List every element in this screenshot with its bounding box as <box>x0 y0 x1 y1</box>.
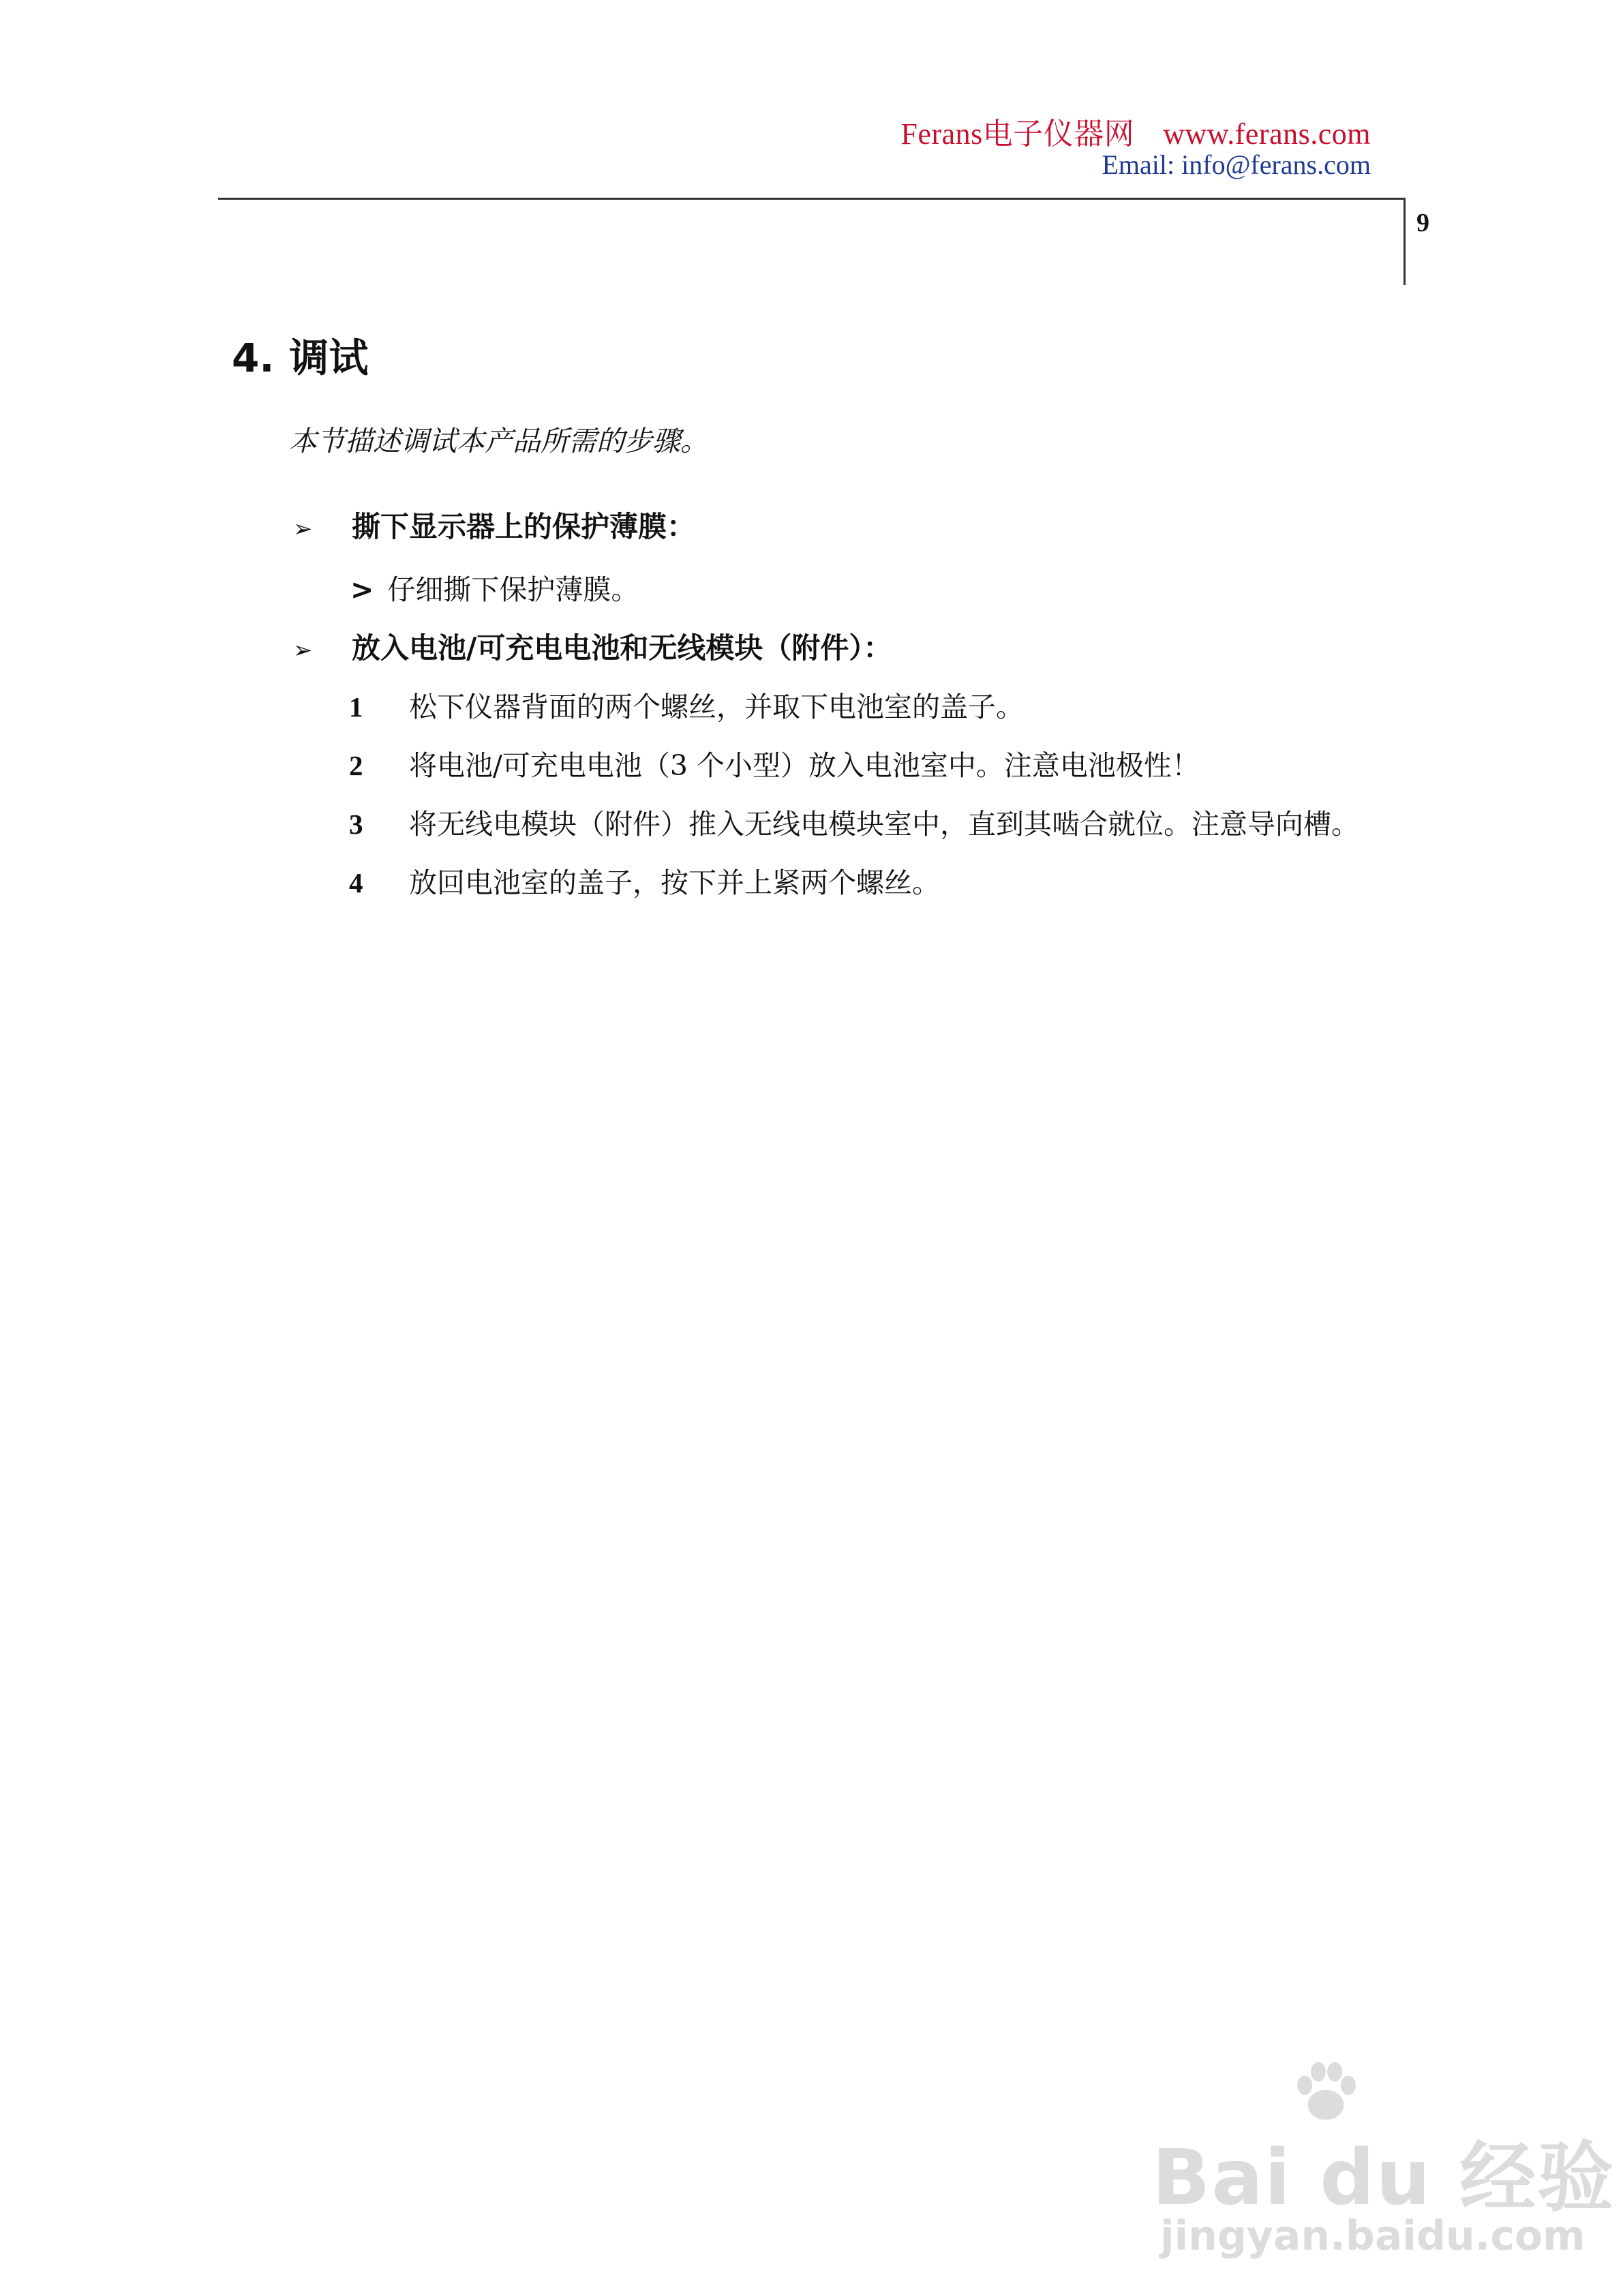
step-number: 2 <box>349 750 363 781</box>
header-url[interactable]: www.ferans.com <box>1163 117 1371 151</box>
sub-item-remove-film <box>350 567 639 607</box>
header-email[interactable]: Email: info@ferans.com <box>1102 149 1371 180</box>
bullet-label: 放入电池/可充电电池和无线模块（附件）： <box>352 631 892 665</box>
step-number: 3 <box>349 809 363 840</box>
step-4 <box>349 860 940 901</box>
bullet-remove-film <box>293 504 695 545</box>
section-intro: 本节描述调试本产品所需的步骤。 <box>289 425 708 457</box>
bullet-label: 撕下显示器上的保护薄膜： <box>352 510 696 543</box>
sub-item-text: 仔细撕下保护薄膜。 <box>387 573 639 606</box>
step-number: 4 <box>349 867 363 898</box>
header-brand: Ferans电子仪器网 <box>900 117 1135 151</box>
step-3 <box>349 802 1359 842</box>
header-page-rule <box>1404 198 1406 285</box>
bullet-arrow-icon: ➢ <box>293 515 313 543</box>
section-number: 4. <box>232 335 275 381</box>
section-title <box>232 326 368 383</box>
sub-marker: > <box>350 573 374 606</box>
section-title-text: 调试 <box>289 335 369 381</box>
step-text: 将电池/可充电电池（3 个小型）放入电池室中。注意电池极性！ <box>409 749 1200 782</box>
watermark-brand: Bai du 经验 <box>1152 2134 1616 2222</box>
bullet-insert-battery <box>293 626 892 667</box>
step-1 <box>349 684 1024 725</box>
step-text: 松下仪器背面的两个螺丝，并取下电池室的盖子。 <box>409 691 1024 723</box>
header-brand-line <box>900 109 1371 153</box>
bullet-arrow-icon: ➢ <box>293 637 313 664</box>
step-text: 将无线电模块（附件）推入无线电模块室中，直到其啮合就位。注意导向槽。 <box>409 808 1359 841</box>
header-rule <box>218 198 1406 200</box>
step-text: 放回电池室的盖子，按下并上紧两个螺丝。 <box>409 866 940 899</box>
watermark-url: jingyan.baidu.com <box>1160 2212 1586 2260</box>
step-2 <box>349 743 1200 783</box>
step-number: 1 <box>349 691 363 723</box>
page-number: 9 <box>1416 209 1429 237</box>
